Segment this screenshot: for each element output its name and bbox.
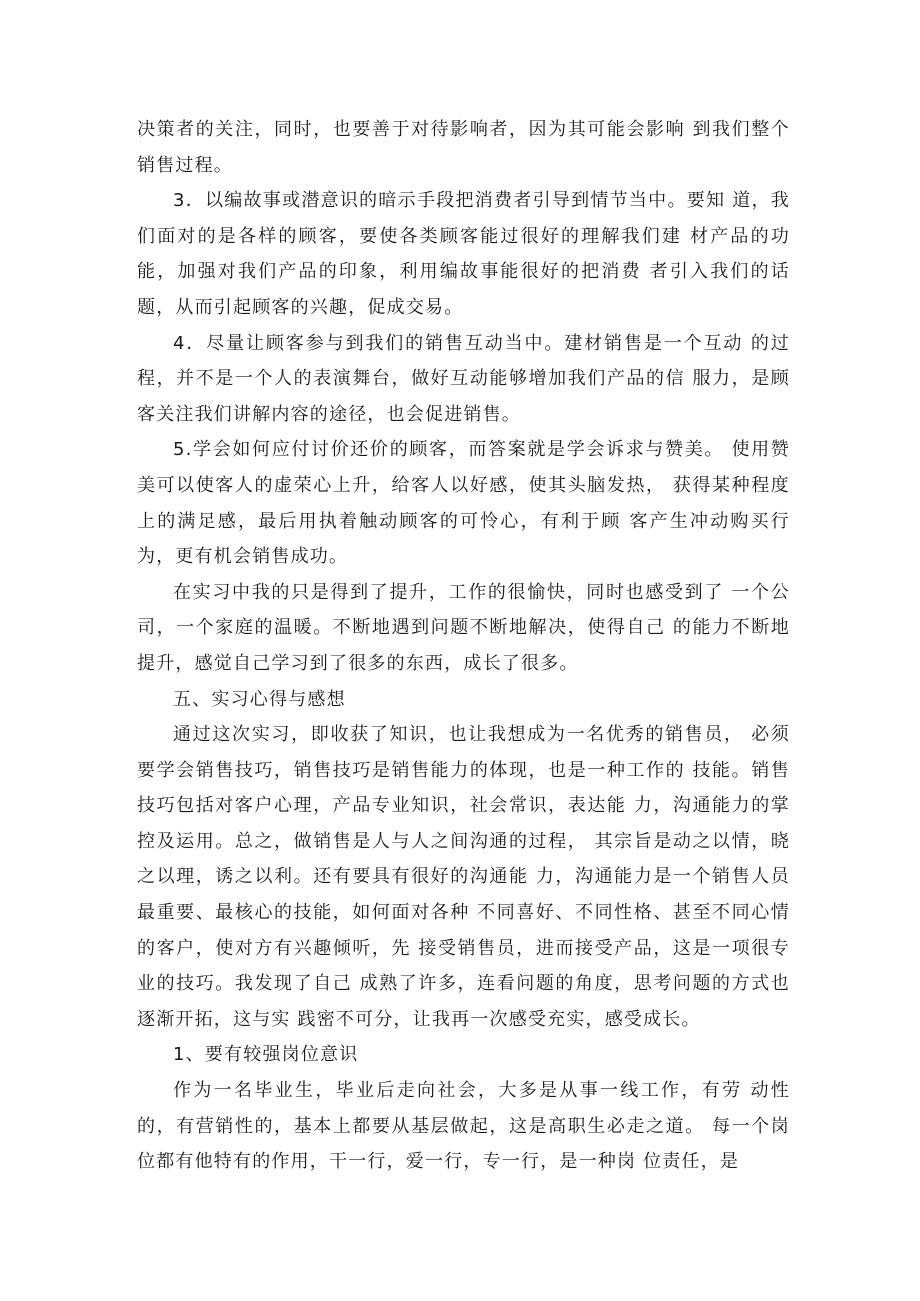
paragraph-point-5: 5.学会如何应付讨价还价的顾客，而答案就是学会诉求与赞美。 使用赞美可以使客人的虚荣心上升，给客人以好感，使其头脑发热， 获得某种程度上的满足感，最后用执着触动顾客的可怜心，有利于顾 客产生冲动购买行为，更有机会销售成功。 [137, 439, 790, 568]
paragraph-point-4: 4．尽量让顾客参与到我们的销售互动当中。建材销售是一个互动 的过程，并不是一个人的表演舞台，做好互动能够增加我们产品的信 服力，是顾客关注我们讲解内容的途径，也会促进销售。 [137, 332, 790, 425]
paragraph-reflection: 通过这次实习，即收获了知识，也让我想成为一名优秀的销售员， 必须要学会销售技巧，销售技巧是销售能力的体现，也是一种工作的 技能。销售技巧包括对客户心理，产品专业知识，社会常识，表达能 力，沟通能力的掌控及运用。总之，做销售是人与人之间沟通的过程， 其宗旨是动之以情，晓之以理，诱之以利。还有要具有很好的沟通能 力，沟通能力是一个销售人员最重要、最核心的技能，如何面对各种 不同喜好、不同性格、甚至不同心情的客户，使对方有兴趣倾听，先 接受销售员，进而接受产品，这是一项很专业的技巧。我发现了自己 成熟了许多，连看问题的角度，思考问题的方式也逐渐开拓，这与实 践密不可分，让我再一次感受充实，感受成长。 [137, 724, 790, 1030]
subheading-1: 1、要有较强岗位意识 [173, 1044, 359, 1066]
section-heading-5: 五、实习心得与感想 [173, 688, 346, 710]
paragraph-internship-summary: 在实习中我的只是得到了提升，工作的很愉快，同时也感受到了 一个公司，一个家庭的温暖。不断地遇到问题不断地解决，使得自己 的能力不断地提升，感觉自己学习到了很多的东西，成长了很多。 [137, 581, 790, 674]
paragraph-continuation: 决策者的关注，同时，也要善于对待影响者，因为其可能会影响 到我们整个销售过程。 [137, 119, 790, 176]
paragraph-point-3: 3．以编故事或潜意识的暗示手段把消费者引导到情节当中。要知 道，我们面对的是各样的顾客，要使各类顾客能过很好的理解我们建 材产品的功能，加强对我们产品的印象，利用编故事能很好的把消费 者引入我们的话题，从而引起顾客的兴趣，促成交易。 [137, 190, 790, 318]
paragraph-post-awareness: 作为一名毕业生，毕业后走向社会，大多是从事一线工作，有劳 动性的，有营销性的，基本上都要从基层做起，这是高职生必走之道。 每一个岗位都有他特有的作用，干一行，爱一行，专一行，是一种岗 位责任，是 [137, 1080, 790, 1173]
